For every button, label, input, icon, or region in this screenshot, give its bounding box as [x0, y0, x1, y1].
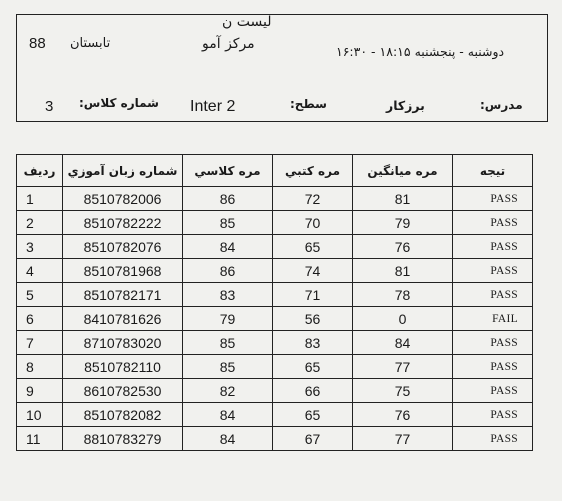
cell-written-score: 83: [273, 331, 353, 355]
cell-average-score: 81: [353, 187, 453, 211]
list-title: لیست ن: [222, 14, 272, 30]
cell-class-score: 84: [183, 403, 273, 427]
header-row-number: ردیف: [17, 155, 63, 187]
cell-row-number: 2: [17, 211, 63, 235]
cell-class-score: 85: [183, 211, 273, 235]
header-result: تيجه: [453, 155, 533, 187]
table-row: [17, 259, 533, 283]
cell-average-score: 77: [353, 355, 453, 379]
cell-student-id: 8510782171: [63, 283, 183, 307]
cell-row-number: 1: [17, 187, 63, 211]
teacher-name: برزکار: [386, 98, 425, 113]
level-value: Inter 2: [190, 98, 236, 115]
cell-class-score: 86: [183, 259, 273, 283]
cell-student-id: 8510781968: [63, 259, 183, 283]
table-row: [17, 235, 533, 259]
class-number-label: شماره کلاس:: [79, 96, 159, 110]
cell-written-score: 56: [273, 307, 353, 331]
header-class-score: مره كلاسي: [183, 155, 273, 187]
cell-student-id: 8510782110: [63, 355, 183, 379]
cell-average-score: 0: [353, 307, 453, 331]
center-name: مرکز آمو: [202, 36, 255, 52]
cell-row-number: 5: [17, 283, 63, 307]
term-code: 88: [29, 35, 46, 52]
level-label: سطح:: [290, 97, 327, 111]
cell-student-id: 8710783020: [63, 331, 183, 355]
cell-average-score: 76: [353, 403, 453, 427]
cell-average-score: 79: [353, 211, 453, 235]
cell-written-score: 65: [273, 235, 353, 259]
class-number: 3: [45, 98, 54, 115]
cell-class-score: 86: [183, 187, 273, 211]
cell-student-id: 8510782076: [63, 235, 183, 259]
cell-row-number: 8: [17, 355, 63, 379]
cell-class-score: 83: [183, 283, 273, 307]
cell-student-id: 8810783279: [63, 427, 183, 451]
table-row: [17, 379, 533, 403]
cell-average-score: 75: [353, 379, 453, 403]
table-header-row: [17, 155, 533, 187]
table-row: [17, 283, 533, 307]
teacher-label: مدرس:: [480, 98, 523, 112]
cell-average-score: 81: [353, 259, 453, 283]
cell-written-score: 74: [273, 259, 353, 283]
cell-student-id: 8410781626: [63, 307, 183, 331]
cell-written-score: 66: [273, 379, 353, 403]
cell-written-score: 70: [273, 211, 353, 235]
header-student-id: شماره زبان آموزي: [63, 155, 183, 187]
cell-average-score: 78: [353, 283, 453, 307]
cell-class-score: 82: [183, 379, 273, 403]
cell-written-score: 71: [273, 283, 353, 307]
cell-result: PASS: [453, 259, 533, 283]
cell-result: PASS: [453, 379, 533, 403]
cell-result: PASS: [453, 235, 533, 259]
cell-written-score: 65: [273, 403, 353, 427]
cell-row-number: 11: [17, 427, 63, 451]
table-row: [17, 355, 533, 379]
cell-average-score: 76: [353, 235, 453, 259]
cell-result: PASS: [453, 427, 533, 451]
cell-class-score: 85: [183, 331, 273, 355]
cell-row-number: 9: [17, 379, 63, 403]
table-row: [17, 307, 533, 331]
table-row: [17, 187, 533, 211]
header-average-score: مره ميانگين: [353, 155, 453, 187]
cell-class-score: 84: [183, 235, 273, 259]
cell-row-number: 6: [17, 307, 63, 331]
cell-row-number: 10: [17, 403, 63, 427]
header-written-score: مره كتبي: [273, 155, 353, 187]
cell-result: PASS: [453, 211, 533, 235]
cell-written-score: 67: [273, 427, 353, 451]
cell-class-score: 79: [183, 307, 273, 331]
cell-result: PASS: [453, 403, 533, 427]
cell-student-id: 8510782222: [63, 211, 183, 235]
cell-class-score: 84: [183, 427, 273, 451]
cell-row-number: 4: [17, 259, 63, 283]
cell-written-score: 65: [273, 355, 353, 379]
schedule-text: دوشنبه - پنجشنبه ۱۸:۱۵ - ۱۶:۳۰: [336, 44, 505, 59]
table-row: [17, 211, 533, 235]
cell-row-number: 7: [17, 331, 63, 355]
table-row: [17, 427, 533, 451]
cell-result: PASS: [453, 355, 533, 379]
cell-student-id: 8510782006: [63, 187, 183, 211]
cell-result: FAIL: [453, 307, 533, 331]
grades-table: [16, 154, 533, 451]
cell-result: PASS: [453, 331, 533, 355]
cell-row-number: 3: [17, 235, 63, 259]
cell-student-id: 8610782530: [63, 379, 183, 403]
term-label: تابستان: [70, 36, 111, 51]
cell-average-score: 84: [353, 331, 453, 355]
cell-class-score: 85: [183, 355, 273, 379]
cell-result: PASS: [453, 283, 533, 307]
cell-written-score: 72: [273, 187, 353, 211]
table-row: [17, 403, 533, 427]
cell-average-score: 77: [353, 427, 453, 451]
cell-result: PASS: [453, 187, 533, 211]
cell-student-id: 8510782082: [63, 403, 183, 427]
table-row: [17, 331, 533, 355]
